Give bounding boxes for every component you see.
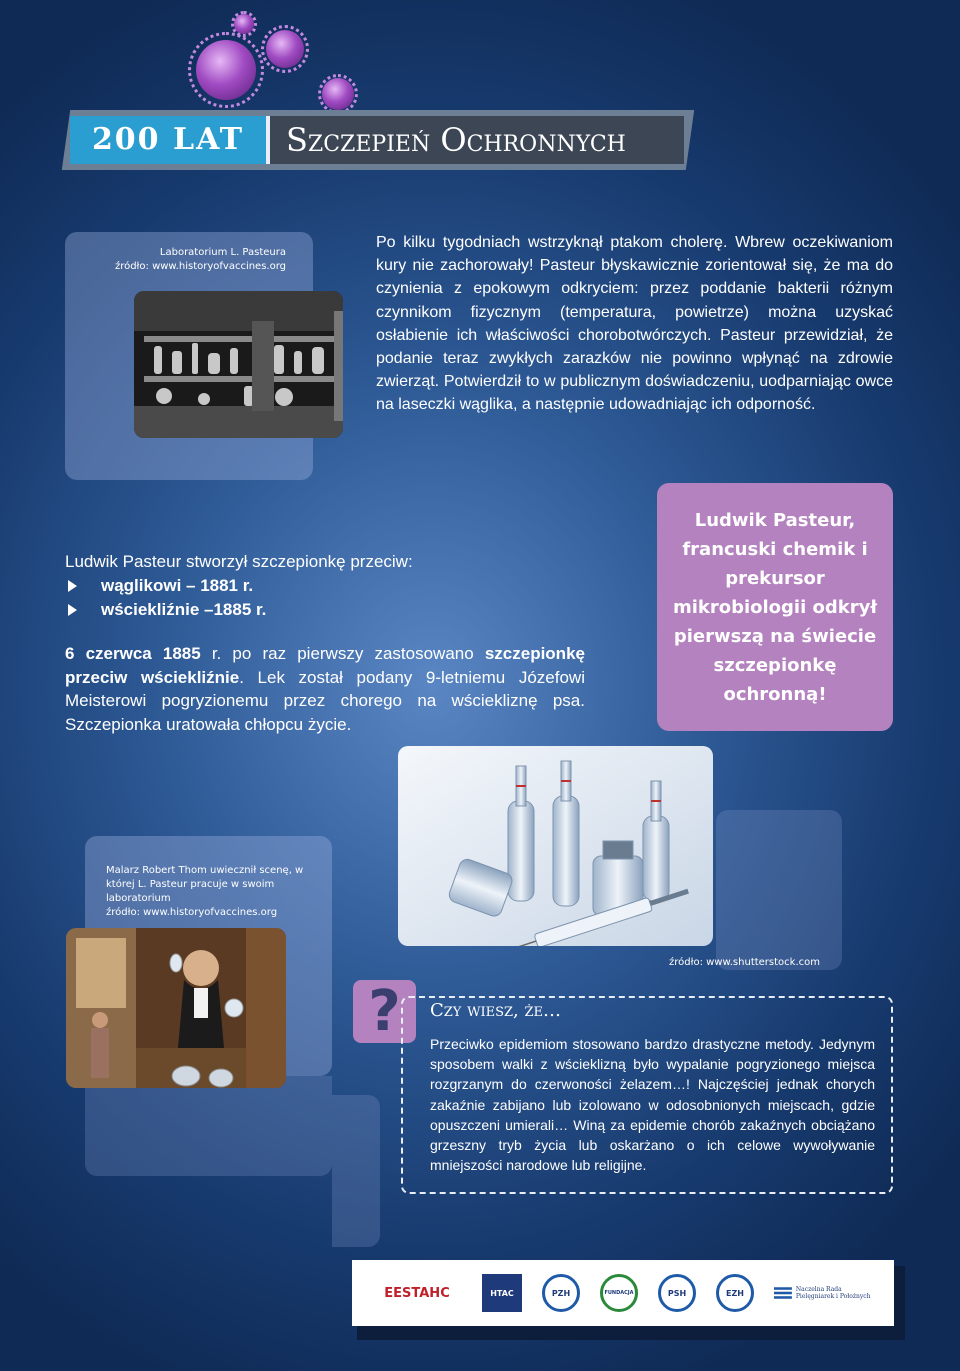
partner-logos [352,1260,894,1326]
did-you-know-text: Przeciwko epidemiom stosowano bardzo drastyczne metody. Jedynym sposobem walki z wścieklizną było wypalanie pogryzionego miejsca rozgrzanym do czerwoności żelazem…! Najczęściej jednak chorych zakaźnie zabijano lub izolowano w odosobnionych miejscach, gdzie opuszczeni umierali… Winą za epidemie chorób zakaźnych obciążano grzeszny tryb życia lub oskarżano o ich celowe wywoływanie mniejszości narodowe lub religijne. [430,1036,875,1174]
lab-photo-caption [100,246,286,274]
painting-caption-text: Malarz Robert Thom uwiecznił scenę, w której L. Pasteur pracuje w swoim laboratorium [106,865,304,904]
psh-logo [658,1274,696,1312]
painting-image [66,928,286,1088]
vials-photo [398,746,713,946]
rabies-date: 6 czerwca 1885 [65,644,201,663]
rabies-text-1: r. po raz pierwszy zastosowano [200,644,485,663]
bullet-triangle-icon [68,580,77,592]
title-banner-years [70,116,270,164]
psh-logo-text: PSH [667,1288,687,1298]
virus-illustration-4 [234,14,254,34]
rabies-paragraph [65,642,585,736]
list-item [65,574,505,598]
highlight-box [657,483,893,731]
bullet-triangle-icon [68,604,77,616]
painting-caption [106,864,316,920]
title-years: 200 LAT [91,122,245,157]
eestahc-logo-text: EESTAHC [384,1285,450,1301]
highlight-text: Ludwik Pasteur, francuski chemik i prekursor mikrobiologii odkrył pierwszą na świecie szczepionkę ochronną! [672,509,878,705]
eestahc-logo [372,1286,462,1301]
htac-logo-text: HTAC [490,1288,514,1298]
vaccines-list-intro: Ludwik Pasteur stworzył szczepionkę przeciw: [65,552,413,571]
vaccine-rabies: wściekliźnie –1885 r. [101,600,267,619]
nrpip-logo-mark [774,1282,792,1304]
virus-illustration-3 [322,78,354,110]
intro-paragraph: Po kilku tygodniach wstrzyknął ptakom cholerę. Wbrew oczekiwaniom kury nie zachorowały! Pasteur błyskawicznie zorientował się, że ma do czynienia z epokowym odkryciem: przez poddanie bakterii różnym czynnikom fizycznym (temperatura, powietrze) można uzyskać osłabienie ich właściwości chorobotwórczych. Pasteur przewidział, że podanie teraz zwykłych zarazków nie powinno wpłynąć na zdrowie zwierząt. Potwierdził to w publicznym doświadczeniu, uodparniając owce na laseczki wąglika, a następnie udowadniając ich odporność. [376,234,893,414]
lab-photo [134,291,343,438]
ezh-logo-text: EZH [726,1288,744,1298]
painting-caption-source: źródło: www.historyofvaccines.org [106,907,278,918]
nrpip-logo [774,1282,874,1304]
title-banner-subject [270,116,684,164]
question-mark-icon: ? [353,980,416,1043]
nrpip-logo-text: Naczelna Rada Pielęgniarek i Położnych [795,1286,871,1300]
vials-photo-source: źródło: www.shutterstock.com [669,957,820,968]
foundation-logo [600,1274,638,1312]
title-subject: Szczepień Ochronnych [286,121,626,159]
pzh-logo [542,1274,580,1312]
rabies-vaccine-bold: szczepionkę przeciw wściekliźnie [65,644,585,687]
did-you-know-heading: Czy wiesz, że… [430,1000,561,1021]
list-item [65,598,505,622]
foundation-logo-text: FUNDACJA [604,1290,634,1296]
virus-illustration-1 [196,40,256,100]
background-panel-center [332,1095,380,1247]
pzh-logo-text: PZH [551,1288,571,1298]
background-panel-bottom [85,1076,332,1176]
vaccines-list [65,550,505,622]
rabies-text-2: . Lek został podany 9-letniemu Józefowi Meisterowi pogryzionemu przez chorego na wściekliznę psa. Szczepionka uratowała chłopcu życie. [65,667,585,734]
vaccine-anthrax: wąglikowi – 1881 r. [101,576,254,595]
ezh-logo [716,1274,754,1312]
virus-illustration-2 [266,30,304,68]
background-panel-right [716,810,842,970]
lab-photo-caption-title: Laboratorium L. Pasteura [159,247,286,258]
htac-logo [482,1274,522,1312]
lab-photo-caption-source: źródło: www.historyofvaccines.org [114,261,286,272]
